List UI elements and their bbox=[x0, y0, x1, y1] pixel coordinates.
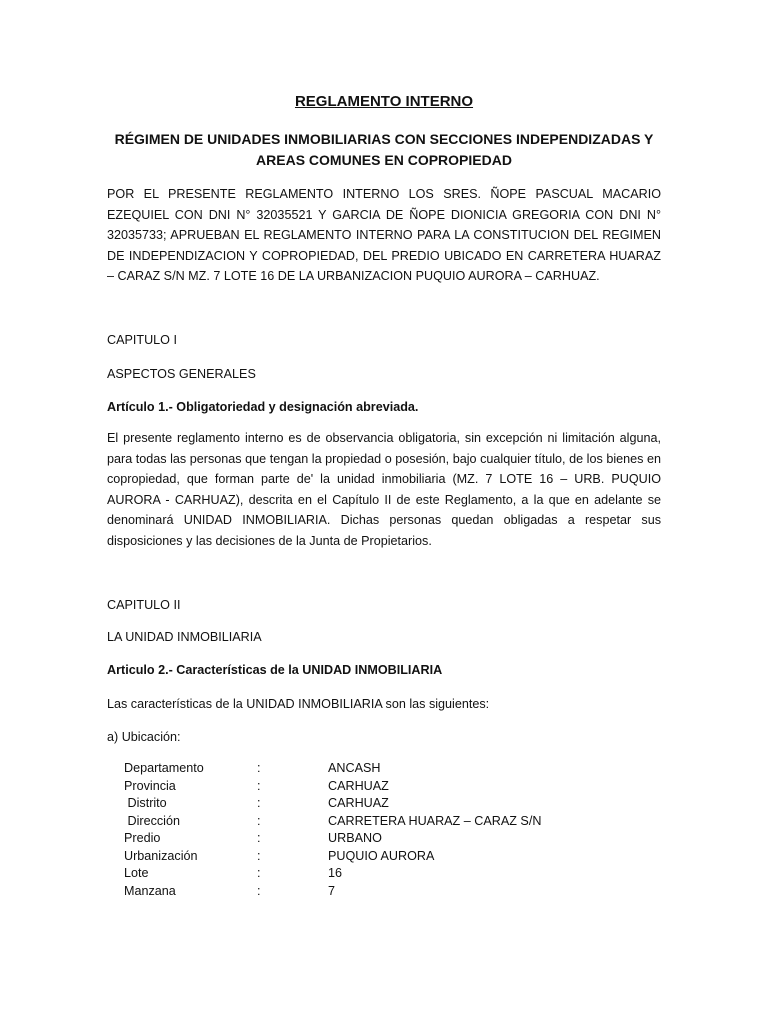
location-value: CARHUAZ bbox=[328, 796, 389, 810]
location-value: 16 bbox=[328, 866, 343, 880]
location-label: Provincia bbox=[124, 778, 176, 793]
location-value: 7 bbox=[328, 883, 336, 898]
location-table bbox=[124, 760, 584, 900]
chapter-2-heading: LA UNIDAD INMOBILIARIA bbox=[107, 630, 262, 644]
location-row bbox=[124, 830, 584, 848]
location-row bbox=[124, 795, 584, 813]
location-row bbox=[124, 883, 584, 901]
location-value: CARHUAZ bbox=[328, 778, 389, 793]
article-2-intro: Las características de la UNIDAD INMOBILIARIA son las siguientes: bbox=[107, 697, 490, 711]
article-1-text: El presente reglamento interno es de observancia obligatoria, sin excepción ni limitación alguna, para todas las personas que tengan la propiedad o posesión, bajo cualquier título, de los bienes en copropiedad, que forman parte de' la unidad inmobiliaria (MZ. 7 LOTE 16 – URB. PUQUIO AURORA - CARHUAZ), descrita en el Capítulo II de este Reglamento, a la que en adelante se denominará UNIDAD INMOBILIARIA. Dichas personas quedan obligadas a respetar sus disposiciones y las decisiones de la Junta de Propietarios. bbox=[107, 431, 661, 548]
location-separator: : bbox=[257, 761, 261, 775]
location-row bbox=[124, 778, 584, 796]
article-2-title: Articulo 2.- Características de la UNIDAD INMOBILIARIA bbox=[107, 663, 443, 677]
chapter-1-heading: ASPECTOS GENERALES bbox=[107, 367, 256, 381]
location-label: Distrito bbox=[124, 796, 167, 810]
document-subtitle: RÉGIMEN DE UNIDADES INMOBILIARIAS CON SECCIONES INDEPENDIZADAS Y AREAS COMUNES EN COPROPIEDAD bbox=[114, 131, 654, 168]
location-value: URBANO bbox=[328, 831, 382, 845]
location-value: CARRETERA HUARAZ – CARAZ S/N bbox=[328, 813, 542, 828]
location-label: Dirección bbox=[124, 813, 180, 828]
document-title: REGLAMENTO INTERNO bbox=[294, 93, 474, 110]
location-label: Departamento bbox=[124, 761, 204, 775]
intro-paragraph: POR EL PRESENTE REGLAMENTO INTERNO LOS SRES. ÑOPE PASCUAL MACARIO EZEQUIEL CON DNI N° 32035521 Y GARCIA DE ÑOPE DIONICIA GREGORIA CON DNI N° 32035733; APRUEBAN EL REGLAMENTO INTERNO PARA LA CONSTITUCION DEL REGIMEN DE INDEPENDIZACION Y COPROPIEDAD, DEL PREDIO UBICADO EN CARRETERA HUARAZ – CARAZ S/N MZ. 7 LOTE 16 DE LA URBANIZACION PUQUIO AURORA – CARHUAZ. bbox=[107, 187, 661, 284]
location-label: Manzana bbox=[124, 883, 176, 898]
location-label: Lote bbox=[124, 866, 149, 880]
location-separator: : bbox=[257, 883, 261, 898]
location-separator: : bbox=[257, 778, 261, 793]
chapter-1-label: CAPITULO I bbox=[107, 333, 177, 347]
location-separator: : bbox=[257, 866, 261, 880]
location-value: PUQUIO AURORA bbox=[328, 848, 435, 863]
location-row bbox=[124, 813, 584, 831]
location-label: Predio bbox=[124, 831, 161, 845]
article-1-title: Artículo 1.- Obligatoriedad y designación abreviada. bbox=[107, 400, 419, 414]
location-row bbox=[124, 865, 584, 883]
location-separator: : bbox=[257, 813, 261, 828]
location-separator: : bbox=[257, 796, 261, 810]
location-label: Urbanización bbox=[124, 848, 198, 863]
section-a-label: a) Ubicación: bbox=[107, 730, 181, 744]
location-row bbox=[124, 760, 584, 778]
location-separator: : bbox=[257, 831, 261, 845]
chapter-2-label: CAPITULO II bbox=[107, 598, 181, 612]
location-row bbox=[124, 848, 584, 866]
location-value: ANCASH bbox=[328, 761, 381, 775]
location-separator: : bbox=[257, 848, 261, 863]
